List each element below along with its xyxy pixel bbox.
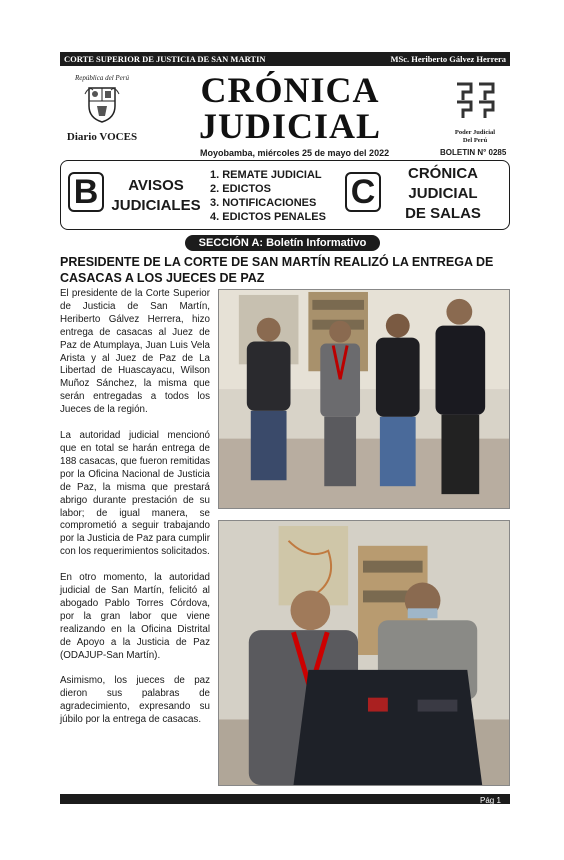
cronica-salas-link[interactable]: CRÓNICA JUDICIAL DE SALAS <box>405 165 481 222</box>
group-photo-image <box>219 290 509 508</box>
paragraph: En otro momento, la autoridad judicial de San Martín, felicitó al abogado Pablo Torres Córdova, por la gran labor que viene realizando en la Oficina Distrital de Apoyo a la Justicia de Paz (ODAJUP-San Martín). <box>60 572 210 661</box>
footer-bar <box>60 794 510 804</box>
avisos-judiciales-link[interactable]: AVISOS JUDICIALES <box>111 177 201 214</box>
paragraph: Asimismo, los jueces de paz dieron sus palabras de agradecimiento, expresando su júbilo por la entrega de casacas. <box>60 675 210 726</box>
dateline: Moyobamba, miércoles 25 de mayo del 2022 <box>200 148 390 158</box>
list-item: 1. REMATE JUDICIAL <box>210 169 322 181</box>
bulletin-number: BOLETIN N° 0285 <box>440 148 507 157</box>
diario-voces-logo <box>62 74 142 154</box>
masthead <box>180 72 400 144</box>
list-item: 4. EDICTOS PENALES <box>210 211 326 223</box>
list-item: 3. NOTIFICACIONES <box>210 197 317 209</box>
paragraph: El presidente de la Corte Superior de Justicia de San Martín, Heriberto Gálvez Herrera, hizo entrega de casacas al Juez de Paz de Atumplaya, Juan Luis Vela Arista y al Juez de Paz de La Libertad de Huascayacu, Wilson Muñoz Sánchez, la misma que serán entregadas a todos los Jueces de la región. <box>60 288 210 416</box>
logo-arc-text: República del Perú <box>74 74 130 82</box>
avisos-list <box>210 168 326 224</box>
page-number: Pág 1 <box>480 796 501 805</box>
group-photo <box>218 289 510 509</box>
section-c-letter: C <box>345 172 381 212</box>
masthead-line2: JUDICIAL <box>198 106 382 146</box>
poder-judicial-icon <box>453 80 497 120</box>
jacket-handover-photo <box>218 520 510 786</box>
section-label: SECCIÓN A: Boletín Informativo <box>185 235 380 251</box>
jacket-handover-image <box>219 521 509 785</box>
poder-judicial-text: Poder Judicial Del Perú <box>454 129 496 144</box>
author-name: MSc. Heriberto Gálvez Herrera <box>390 54 506 64</box>
list-item: 2. EDICTOS <box>210 183 271 195</box>
article-body <box>60 288 210 740</box>
coat-of-arms-icon <box>83 84 121 124</box>
paragraph: La autoridad judicial mencionó que en total se harán entrega de 188 casacas, que fueron remitidas por la Oficina Nacional de Justicia de Paz, la misma que prestará abrigo durante prestación de su labor; de igual manera, se comprometió a seguir trabajando por la Justicia de Paz para cumplir con los requerimientos solicitados. <box>60 430 210 558</box>
masthead-line1: CRÓNICA <box>200 70 380 110</box>
court-name: CORTE SUPERIOR DE JUSTICIA DE SAN MARTIN <box>64 54 266 64</box>
article-headline: PRESIDENTE DE LA CORTE DE SAN MARTÍN REALIZÓ LA ENTREGA DE CASACAS A LOS JUECES DE PAZ <box>60 255 494 285</box>
brand-name: Diario VOCES <box>66 131 138 143</box>
poder-judicial-logo <box>440 80 510 145</box>
header-bar <box>60 52 510 66</box>
section-b-letter: B <box>68 172 104 212</box>
